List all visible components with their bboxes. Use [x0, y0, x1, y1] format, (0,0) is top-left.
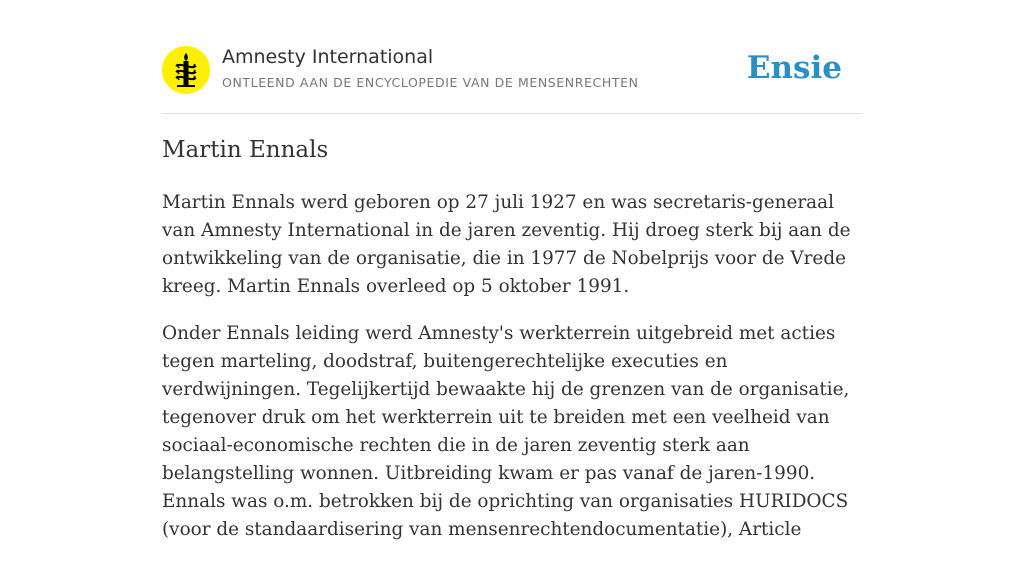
page-title: Martin Ennals: [162, 137, 329, 163]
candle-in-barbed-wire-icon: [162, 46, 210, 94]
brand-tagline: ONTLEEND AAN DE ENCYCLOPEDIE VAN DE MENSENRECHTEN: [222, 75, 639, 90]
article-body: [162, 189, 862, 563]
ensie-logo[interactable]: Ensie: [746, 50, 842, 86]
brand-name[interactable]: Amnesty International: [222, 46, 434, 68]
article-paragraph: Martin Ennals werd geboren op 27 juli 1927 en was secretaris-generaal van Amnesty International in de jaren zeventig. Hij droeg sterk bij aan de ontwikkeling van de organisatie, die in 1977 de Nobelprijs voor de Vrede kreeg. Martin Ennals overleed op 5 oktober 1991.: [162, 192, 851, 297]
header: [162, 0, 862, 114]
article-paragraph: Onder Ennals leiding werd Amnesty's werkterrein uitgebreid met acties tegen marteling, doodstraf, buitengerechtelijke executies en verdwijningen. Tegelijkertijd bewaakte hij de grenzen van de organisatie, tegenover druk om het werkterrein uit te breiden met een veelheid van sociaal-economische rechten die in de jaren zeventig sterk aan belangstelling wonnen. Uitbreiding kwam er pas vanaf de jaren-1990. Ennals was o.m. betrokken bij de oprichting van organisaties HURIDOCS (voor de standaardisering van mensenrechtendocumentatie), Article: [162, 323, 850, 540]
amnesty-logo-icon[interactable]: [162, 46, 210, 94]
content-container: [162, 0, 862, 540]
